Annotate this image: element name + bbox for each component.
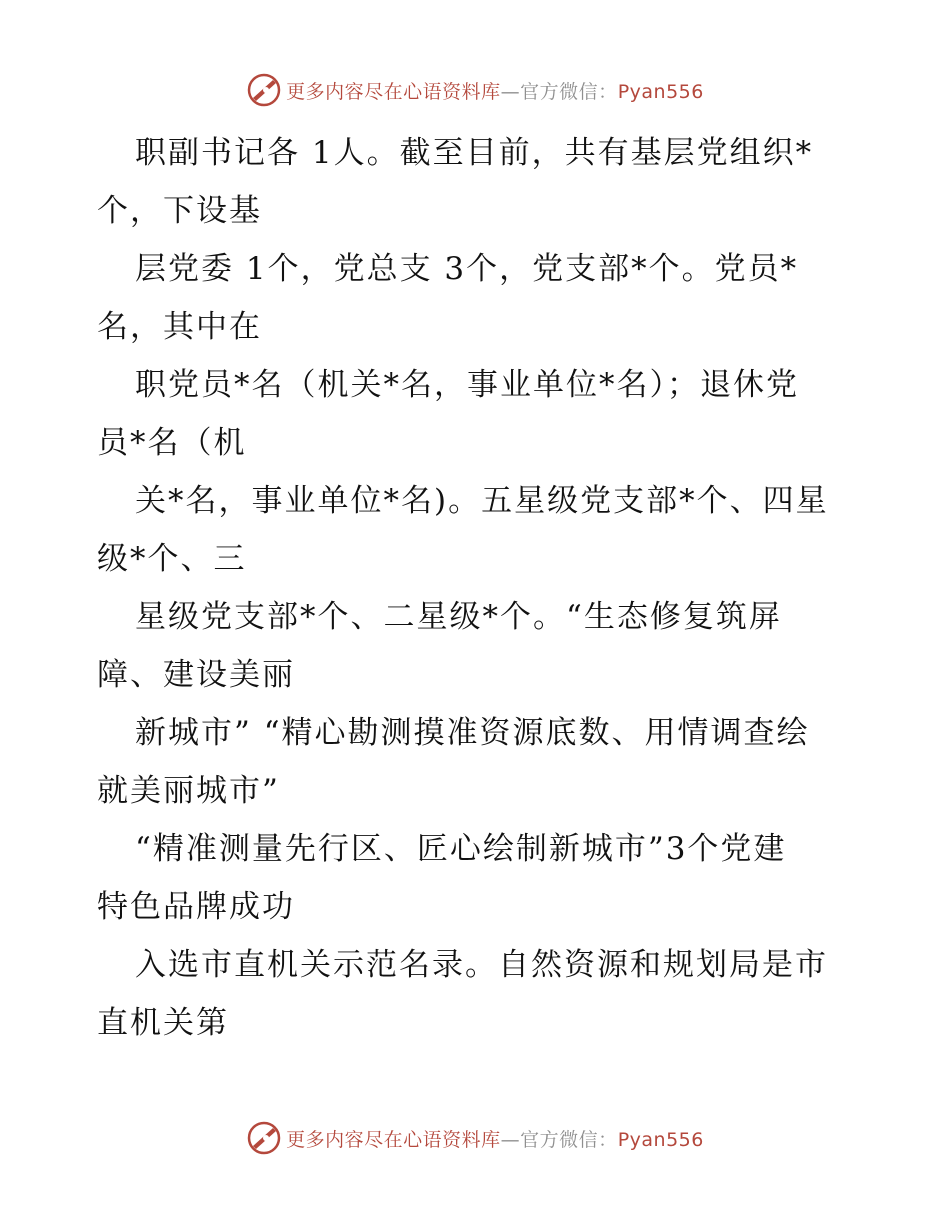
- text-line: 新城市” “精心勘测摸准资源底数、用情调查绘: [135, 715, 810, 751]
- text-line: 员*名（机: [97, 425, 247, 461]
- footer-watermark: [0, 1118, 950, 1158]
- text-line: 职党员*名（机关*名，事业单位*名）；退休党: [135, 367, 799, 403]
- pen-logo-icon: [246, 1120, 282, 1156]
- text-line: 入选市直机关示范名录。自然资源和规划局是市: [135, 947, 828, 983]
- text-line: 级*个、三: [97, 541, 247, 577]
- text-line: 特色品牌成功: [97, 889, 295, 925]
- text-line: 就美丽城市”: [97, 773, 280, 809]
- text-line: 直机关第: [97, 1005, 229, 1041]
- text-line: 层党委 1个，党总支 3个，党支部*个。党员*: [135, 251, 799, 287]
- text-line: 职副书记各 1人。截至目前，共有基层党组织*: [135, 135, 814, 171]
- watermark-text: 更多内容尽在心语资料库—官方微信：Pyan556: [286, 80, 704, 103]
- text-line: 障、建设美丽: [97, 657, 295, 693]
- watermark-text: 更多内容尽在心语资料库—官方微信：Pyan556: [286, 1128, 704, 1151]
- text-line: 名，其中在: [97, 309, 262, 345]
- pen-logo-icon: [246, 72, 282, 108]
- document-body: [97, 124, 887, 1052]
- text-line: 个，下设基: [97, 193, 262, 229]
- text-line: “精准测量先行区、匠心绘制新城市”3个党建: [135, 831, 787, 867]
- text-line: 星级党支部*个、二星级*个。“生态修复筑屏: [135, 599, 782, 635]
- header-watermark: [0, 70, 950, 110]
- text-line: 关*名，事业单位*名)。五星级党支部*个、四星: [135, 483, 829, 519]
